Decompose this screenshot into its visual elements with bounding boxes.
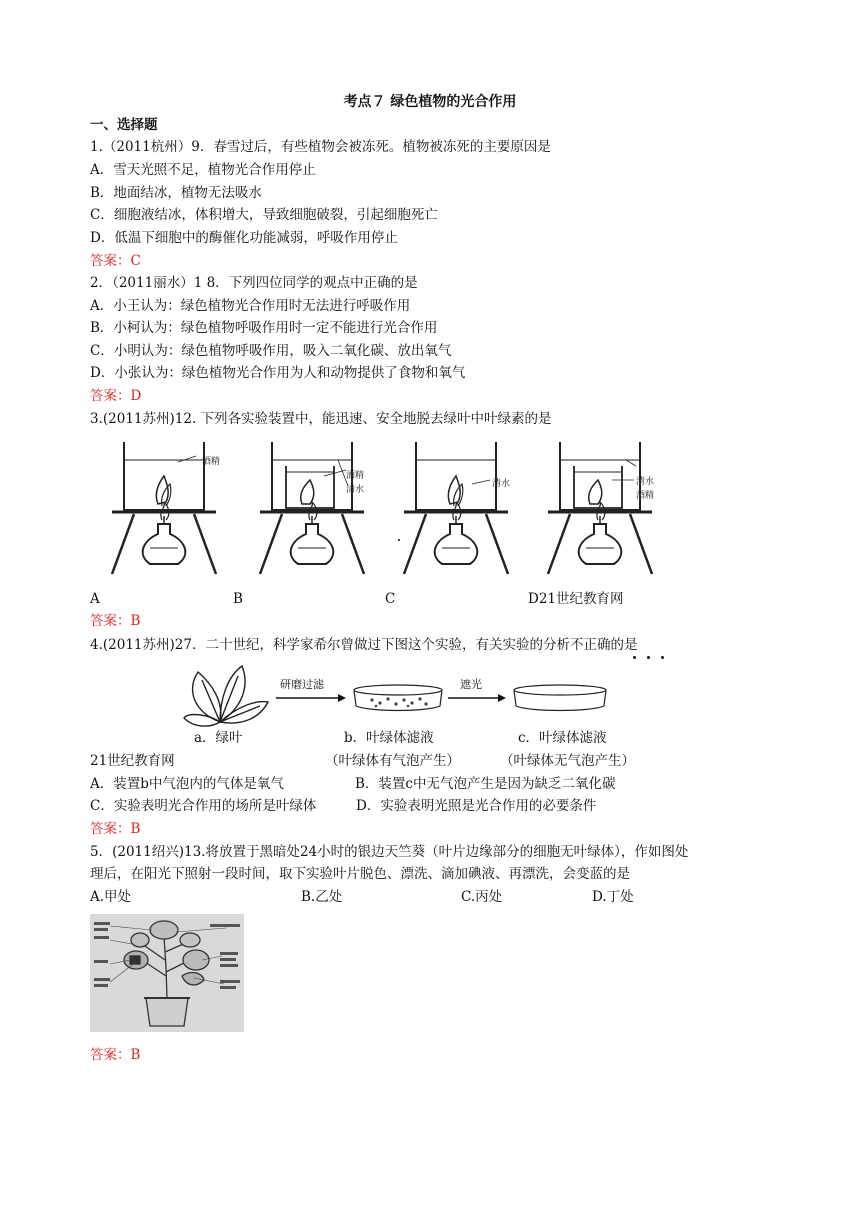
q4-stem: 4.(2011苏州)27．二十世纪，科学家希尔曾做过下图这个实验，有关实验的分析不正确的是 xyxy=(90,637,638,653)
apparatus-c xyxy=(404,442,511,574)
q5-answer: 答案：B xyxy=(90,1047,141,1063)
caption-a-green-leaf: a．绿叶 xyxy=(194,730,243,746)
q3-answer: 答案：B xyxy=(90,613,141,629)
q2-stem: 2．（2011丽水）1 8．下列四位同学的观点中正确的是 xyxy=(90,275,418,291)
q4-hill-experiment-figure xyxy=(180,662,670,730)
watermark-text: 21世纪教育网 xyxy=(90,753,175,769)
q5-option-b: B.乙处 xyxy=(301,889,343,905)
q5-option-c: C.丙处 xyxy=(461,889,503,905)
q3-label-c: C xyxy=(385,591,396,607)
label-b-alcohol: 酒精 xyxy=(346,470,365,480)
q3-label-b: B xyxy=(233,591,243,607)
label-d-alcohol: 酒精 xyxy=(636,490,655,500)
arrow-label-shade: 遮光 xyxy=(460,679,482,691)
q3-label-a: A xyxy=(90,591,100,607)
apparatus-a xyxy=(112,442,216,574)
q2-option-d: D．小张认为：绿色植物光合作用为人和动物提供了食物和氧气 xyxy=(90,365,466,381)
q1-stem: 1.（2011杭州）9．春雪过后，有些植物会被冻死。植物被冻死的主要原因是 xyxy=(90,139,551,155)
green-leaves-drawing xyxy=(184,666,268,726)
q2-answer: 答案：D xyxy=(90,388,142,404)
q4-option-c: C．实验表明光合作用的场所是叶绿体 xyxy=(90,798,317,814)
emphasis-dot xyxy=(661,656,664,659)
q5-option-d: D.丁处 xyxy=(592,889,634,905)
q4-option-d: D．实验表明光照是光合作用的必要条件 xyxy=(356,798,597,814)
stray-dot xyxy=(398,539,400,541)
q2-option-b: B．小柯认为：绿色植物呼吸作用时一定不能进行光合作用 xyxy=(90,320,438,336)
emphasis-dot xyxy=(633,656,636,659)
arrow-label-grind-filter: 研磨过滤 xyxy=(280,679,324,691)
caption-c-filtrate: c．叶绿体滤液 xyxy=(518,730,607,746)
bubbles xyxy=(370,697,427,707)
dish-b xyxy=(354,685,442,711)
q1-answer: 答案：C xyxy=(90,253,141,269)
apparatus-d xyxy=(548,442,655,574)
q5-stem-line2: 理后，在阳光下照射一段时间，取下实验叶片脱色、漂洗、滴加碘液、再漂洗，会变蓝的是 xyxy=(90,866,630,882)
q4-answer: 答案：B xyxy=(90,821,141,837)
q3-label-d: D21世纪教育网 xyxy=(528,591,624,607)
apparatus-b xyxy=(260,442,364,574)
page-title: 考点７ 绿色植物的光合作用 xyxy=(343,94,517,110)
note-c: （叶绿体无气泡产生） xyxy=(500,753,635,769)
q4-option-a: A．装置b中气泡内的气体是氧气 xyxy=(90,776,284,792)
q3-apparatus-figure xyxy=(110,436,700,578)
q2-option-c: C．小明认为：绿色植物呼吸作用，吸入二氧化碳、放出氧气 xyxy=(90,343,452,359)
section-heading: 一、选择题 xyxy=(90,117,158,133)
q1-option-d: D．低温下细胞中的酶催化功能减弱，呼吸作用停止 xyxy=(90,230,398,246)
caption-b-filtrate: b．叶绿体滤液 xyxy=(344,730,434,746)
q1-option-c: C．细胞液结冰，体积增大，导致细胞破裂，引起细胞死亡 xyxy=(90,207,438,223)
q3-stem: 3.(2011苏州)12. 下列各实验装置中，能迅速、安全地脱去绿叶中叶绿素的是 xyxy=(90,411,552,427)
q2-option-a: A．小王认为：绿色植物光合作用时无法进行呼吸作用 xyxy=(90,298,411,314)
q5-option-a: A.甲处 xyxy=(90,889,132,905)
emphasis-dot xyxy=(647,656,650,659)
label-c-water: 清水 xyxy=(492,478,511,488)
note-b: （叶绿体有气泡产生） xyxy=(325,753,460,769)
q1-option-b: B．地面结冰，植物无法吸水 xyxy=(90,185,262,201)
q4-option-b: B．装置c中无气泡产生是因为缺乏二氧化碳 xyxy=(355,776,616,792)
label-b-water: 清水 xyxy=(346,484,365,494)
geranium-photo xyxy=(90,914,244,1032)
q5-stem-line1: 5．(2011绍兴)13.将放置于黑暗处24小时的银边天竺葵（叶片边缘部分的细胞无叶绿体），作如图处 xyxy=(90,844,689,860)
label-a-alcohol: 酒精 xyxy=(202,456,221,466)
dish-c xyxy=(514,685,606,711)
label-d-water: 清水 xyxy=(636,476,655,486)
q1-option-a: A．雪天光照不足，植物光合作用停止 xyxy=(90,162,316,178)
